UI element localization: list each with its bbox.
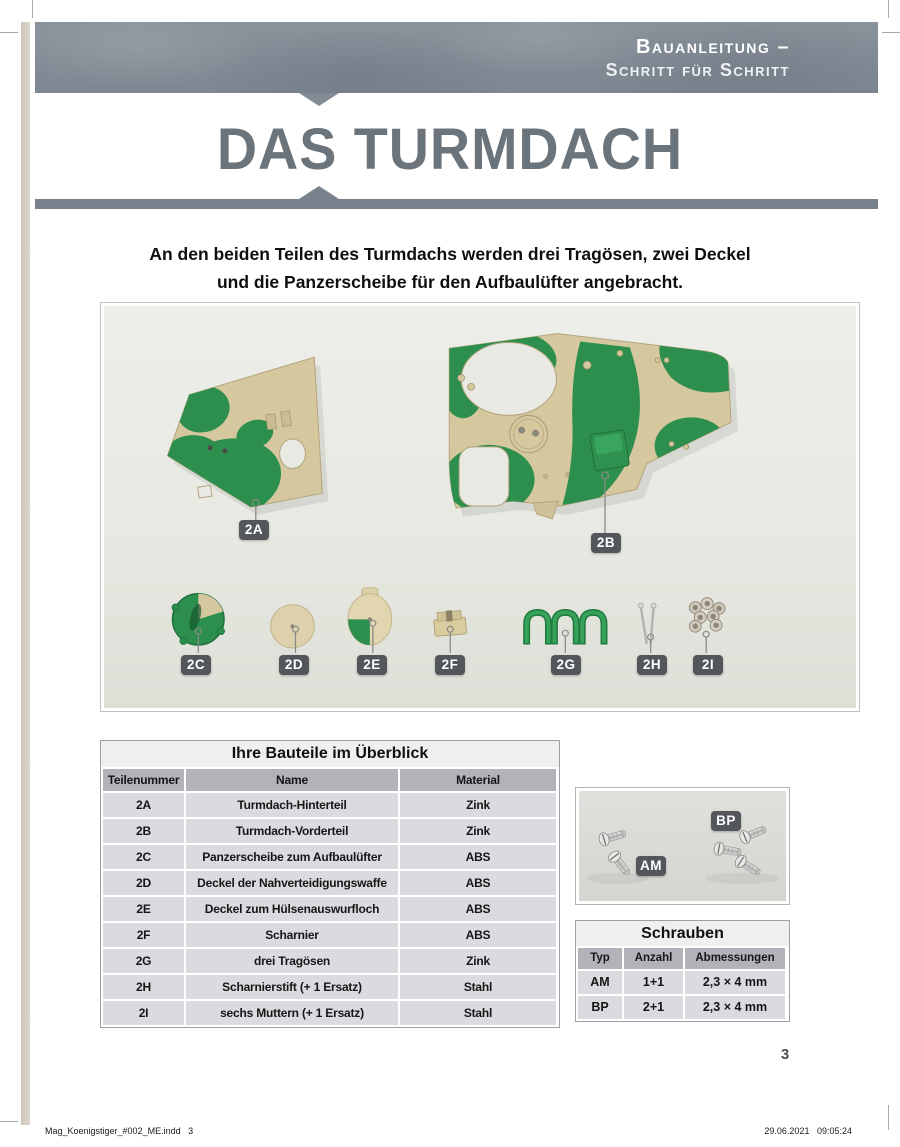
crop-mark-top-left-h: [0, 32, 18, 33]
table-cell-name: Deckel zum Hülsenauswurfloch: [186, 897, 398, 921]
crop-mark-top-left-v: [32, 0, 33, 18]
screws-table-grid: [576, 946, 789, 1021]
intro-line2: und die Panzerscheibe für den Aufbaulüfter angebracht.: [216, 272, 684, 292]
table-cell-nr: 2C: [103, 845, 184, 869]
part-label-2c: 2C: [181, 655, 211, 675]
table-cell-nr: 2F: [103, 923, 184, 947]
header-banner: [35, 22, 878, 93]
crop-mark-bottom-left-h: [0, 1121, 18, 1122]
screws-cell-typ: AM: [578, 971, 622, 994]
banner-notch: [299, 93, 339, 106]
divider-bar: [35, 199, 878, 209]
screw-label-am: AM: [636, 856, 666, 876]
table-cell-nr: 2G: [103, 949, 184, 973]
parts-table-col-teilenummer: Teilenummer: [103, 769, 184, 791]
screws-cell-abmessungen: 2,3 × 4 mm: [685, 996, 785, 1019]
table-cell-name: drei Tragösen: [186, 949, 398, 973]
parts-table-title: Ihre Bauteile im Überblick: [101, 741, 559, 767]
table-cell-material: ABS: [400, 871, 556, 895]
table-cell-name: Panzerscheibe zum Aufbaulüfter: [186, 845, 398, 869]
table-cell-name: Deckel der Nahverteidigungswaffe: [186, 871, 398, 895]
table-cell-name: sechs Muttern (+ 1 Ersatz): [186, 1001, 398, 1025]
part-label-2h: 2H: [637, 655, 667, 675]
table-cell-material: Zink: [400, 819, 556, 843]
table-cell-nr: 2B: [103, 819, 184, 843]
screws-photo-panel: [575, 787, 790, 905]
table-cell-nr: 2A: [103, 793, 184, 817]
part-label-2e: 2E: [357, 655, 387, 675]
screws-illustration: [579, 791, 788, 903]
page-number: 3: [780, 1046, 790, 1063]
table-cell-material: ABS: [400, 845, 556, 869]
parts-table-col-name: Name: [186, 769, 398, 791]
table-cell-material: Zink: [400, 949, 556, 973]
part-label-2f: 2F: [435, 655, 465, 675]
crop-mark-top-right-v: [888, 0, 889, 18]
crop-mark-top-right-h: [882, 32, 900, 33]
crop-mark-bottom-right-v: [888, 1105, 889, 1130]
part-label-2i: 2I: [693, 655, 723, 675]
part-label-2d: 2D: [279, 655, 309, 675]
table-cell-nr: 2D: [103, 871, 184, 895]
footer-timestamp: 29.06.2021 09:05:24: [764, 1126, 852, 1136]
table-cell-name: Scharnierstift (+ 1 Ersatz): [186, 975, 398, 999]
intro-text: [0, 240, 900, 296]
page-title: DAS TURMDACH: [216, 117, 684, 182]
parts-table-col-material: Material: [400, 769, 556, 791]
intro-line1: An den beiden Teilen des Turmdachs werden drei Tragösen, zwei Deckel: [149, 244, 751, 264]
table-cell-material: ABS: [400, 897, 556, 921]
header-title-line2: Schritt für Schritt: [605, 59, 790, 80]
part-label-2g: 2G: [551, 655, 581, 675]
screws-cell-anzahl: 2+1: [624, 996, 683, 1019]
screws-table-col-anzahl: Anzahl: [624, 948, 683, 969]
table-cell-material: Zink: [400, 793, 556, 817]
table-cell-nr: 2I: [103, 1001, 184, 1025]
table-cell-name: Scharnier: [186, 923, 398, 947]
table-cell-material: ABS: [400, 923, 556, 947]
part-label-2a: 2A: [239, 520, 269, 540]
table-cell-material: Stahl: [400, 975, 556, 999]
screw-label-bp: BP: [711, 811, 741, 831]
screws-table-col-typ: Typ: [578, 948, 622, 969]
part-label-2b: 2B: [591, 533, 621, 553]
table-cell-nr: 2E: [103, 897, 184, 921]
table-cell-nr: 2H: [103, 975, 184, 999]
screws-cell-anzahl: 1+1: [624, 971, 683, 994]
page-spine-strip: [21, 22, 30, 1125]
screws-table-title: Schrauben: [576, 921, 789, 946]
divider-bar-notch: [299, 186, 339, 199]
table-cell-material: Stahl: [400, 1001, 556, 1025]
screws-cell-abmessungen: 2,3 × 4 mm: [685, 971, 785, 994]
header-title-line1: Bauanleitung –: [635, 35, 790, 58]
screws-table-col-abmessungen: Abmessungen: [685, 948, 785, 969]
parts-photo-illustration: [104, 306, 858, 710]
parts-photo-panel: [100, 302, 860, 712]
footer-filename: Mag_Koenigstiger_#002_ME.indd 3: [45, 1126, 194, 1136]
table-cell-name: Turmdach-Hinterteil: [186, 793, 398, 817]
parts-table: [100, 740, 560, 1028]
screws-table: [575, 920, 790, 1022]
parts-table-grid: [101, 767, 559, 1027]
screws-cell-typ: BP: [578, 996, 622, 1019]
table-cell-name: Turmdach-Vorderteil: [186, 819, 398, 843]
